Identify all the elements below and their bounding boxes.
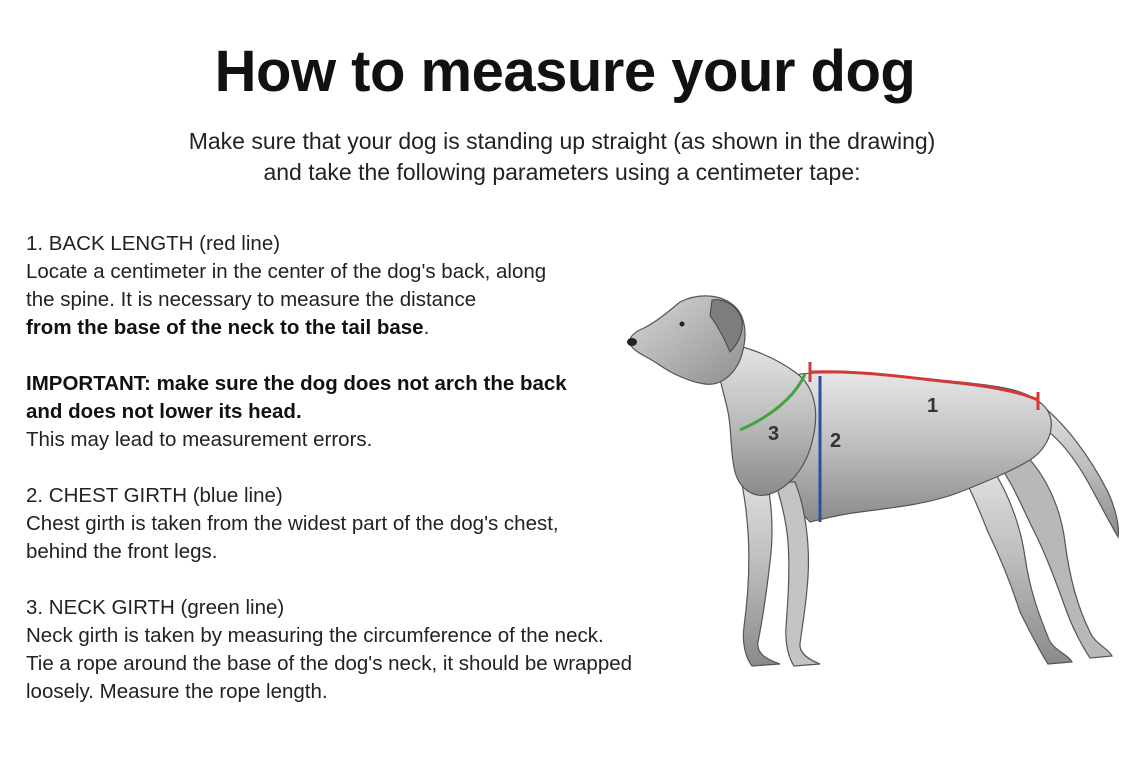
neck-girth-heading: 3. NECK GIRTH (green line) bbox=[26, 596, 285, 619]
page-title: How to measure your dog bbox=[214, 39, 916, 104]
neck-girth-label: 3 bbox=[768, 423, 780, 445]
neck-girth-text: loosely. Measure the rope length. bbox=[26, 680, 328, 703]
back-length-text: the spine. It is necessary to measure the distance bbox=[26, 288, 477, 311]
back-length-section bbox=[26, 230, 706, 342]
dog-eye bbox=[680, 322, 685, 327]
important-warning: and does not lower its head. bbox=[26, 400, 302, 423]
bold-text: from the base of the neck bbox=[26, 316, 275, 339]
instructions bbox=[26, 230, 706, 734]
neck-girth-section bbox=[26, 594, 706, 706]
chest-girth-heading: 2. CHEST GIRTH (blue line) bbox=[26, 484, 283, 507]
intro-line: Make sure that your dog is standing up straight (as shown in the drawing) bbox=[188, 128, 936, 154]
neck-girth-text: Neck girth is taken by measuring the circumference of the neck. bbox=[26, 624, 604, 647]
bold-text: to the tail base bbox=[274, 316, 424, 339]
dog-nose bbox=[627, 338, 637, 346]
punctuation: . bbox=[423, 316, 430, 339]
back-length-emphasis bbox=[26, 314, 706, 342]
back-length-heading: 1. BACK LENGTH (red line) bbox=[26, 232, 281, 255]
important-warning: IMPORTANT: make sure the dog does not arch the back bbox=[26, 372, 567, 395]
important-note: This may lead to measurement errors. bbox=[26, 428, 373, 451]
intro-line: and take the following parameters using a centimeter tape: bbox=[263, 159, 861, 185]
chest-girth-text: Chest girth is taken from the widest part of the dog's chest, bbox=[26, 512, 559, 535]
back-length-label: 1 bbox=[927, 395, 939, 417]
chest-girth-section bbox=[26, 482, 706, 566]
neck-girth-text: Tie a rope around the base of the dog's neck, it should be wrapped bbox=[26, 652, 633, 675]
dog-measurement-diagram bbox=[620, 282, 1130, 682]
important-section bbox=[26, 370, 706, 454]
chest-girth-text: behind the front legs. bbox=[26, 540, 218, 563]
back-length-text: Locate a centimeter in the center of the dog's back, along bbox=[26, 260, 547, 283]
chest-girth-label: 2 bbox=[830, 430, 842, 452]
dog-illustration bbox=[620, 282, 1130, 682]
intro-text bbox=[0, 126, 1124, 188]
